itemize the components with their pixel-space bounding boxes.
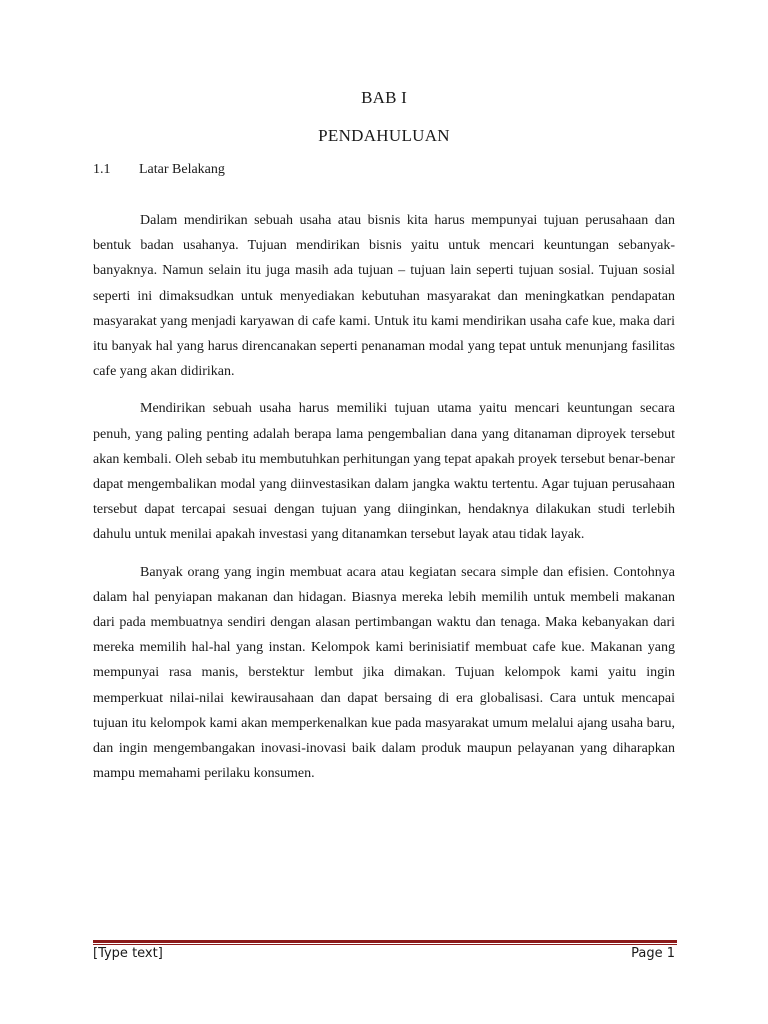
chapter-title: PENDAHULUAN <box>318 126 450 145</box>
footer-left-text: [Type text] <box>93 946 163 961</box>
paragraph-2: Mendirikan sebuah usaha harus memiliki tujuan utama yaitu mencari keuntungan secara penuh, yang paling penting adalah berapa lama pengembalian dana yang ditanaman diproyek tersebut akan kembali. Oleh sebab itu membutuhkan perhitungan yang tepat apakah proyek tersebut benar-benar dapat mengembalikan modal yang diinvestasikan dalam jangka waktu tertentu. Agar tujuan perusahaan tersebut dapat tercapai sesuai dengan tujuan yang diinginkan, hendaknya dilakukan studi terlebih dahulu untuk menilai apakah investasi yang ditanamkan tersebut layak atau tidak layak. <box>93 401 675 543</box>
chapter-number: BAB I <box>361 88 407 107</box>
section-number: 1.1 <box>93 162 111 177</box>
footer-rule <box>93 940 677 945</box>
page-number: Page 1 <box>631 946 675 961</box>
body-text <box>93 208 675 798</box>
section-title: Latar Belakang <box>139 162 225 177</box>
paragraph-1: Dalam mendirikan sebuah usaha atau bisnis kita harus mempunyai tujuan perusahaan dan bentuk badan usahanya. Tujuan mendirikan bisnis yaitu untuk mencari keuntungan sebanyak-banyaknya. Namun selain itu juga masih ada tujuan – tujuan lain seperti tujuan sosial. Tujuan sosial seperti ini dimaksudkan untuk menyediakan kebutuhan masyarakat dan meningkatkan pendapatan masyarakat yang menjadi karyawan di cafe kami. Untuk itu kami mendirikan usaha cafe kue, maka dari itu banyak hal yang harus direncanakan seperti penanaman modal yang tepat untuk menunjang fasilitas cafe yang akan didirikan. <box>93 213 675 380</box>
section-heading <box>93 162 225 178</box>
paragraph-3: Banyak orang yang ingin membuat acara atau kegiatan secara simple dan efisien. Contohnya dalam hal penyiapan makanan dan hidagan. Biasnya mereka lebih memilih untuk membeli makanan dari pada membuatnya sendiri dengan alasan pertimbangan waktu dan tenaga. Maka kebanyakan dari mereka memilih hal-hal yang instan. Kelompok kami berinisiatif membuat cafe kue. Makanan yang mempunyai rasa manis, berstektur lembut jika dimakan. Tujuan kelompok kami yaitu ingin memperkuat nilai-nilai kewirausahaan dan dapat bersaing di era globalisasi. Cara untuk mencapai tujuan itu kelompok kami akan memperkenalkan kue pada masyarakat umum melalui ajang usaha baru, dan ingin mengembangakan inovasi-inovasi baik dalam produk maupun pelayanan yang diharapkan mampu memahami perilaku konsumen. <box>93 564 675 782</box>
